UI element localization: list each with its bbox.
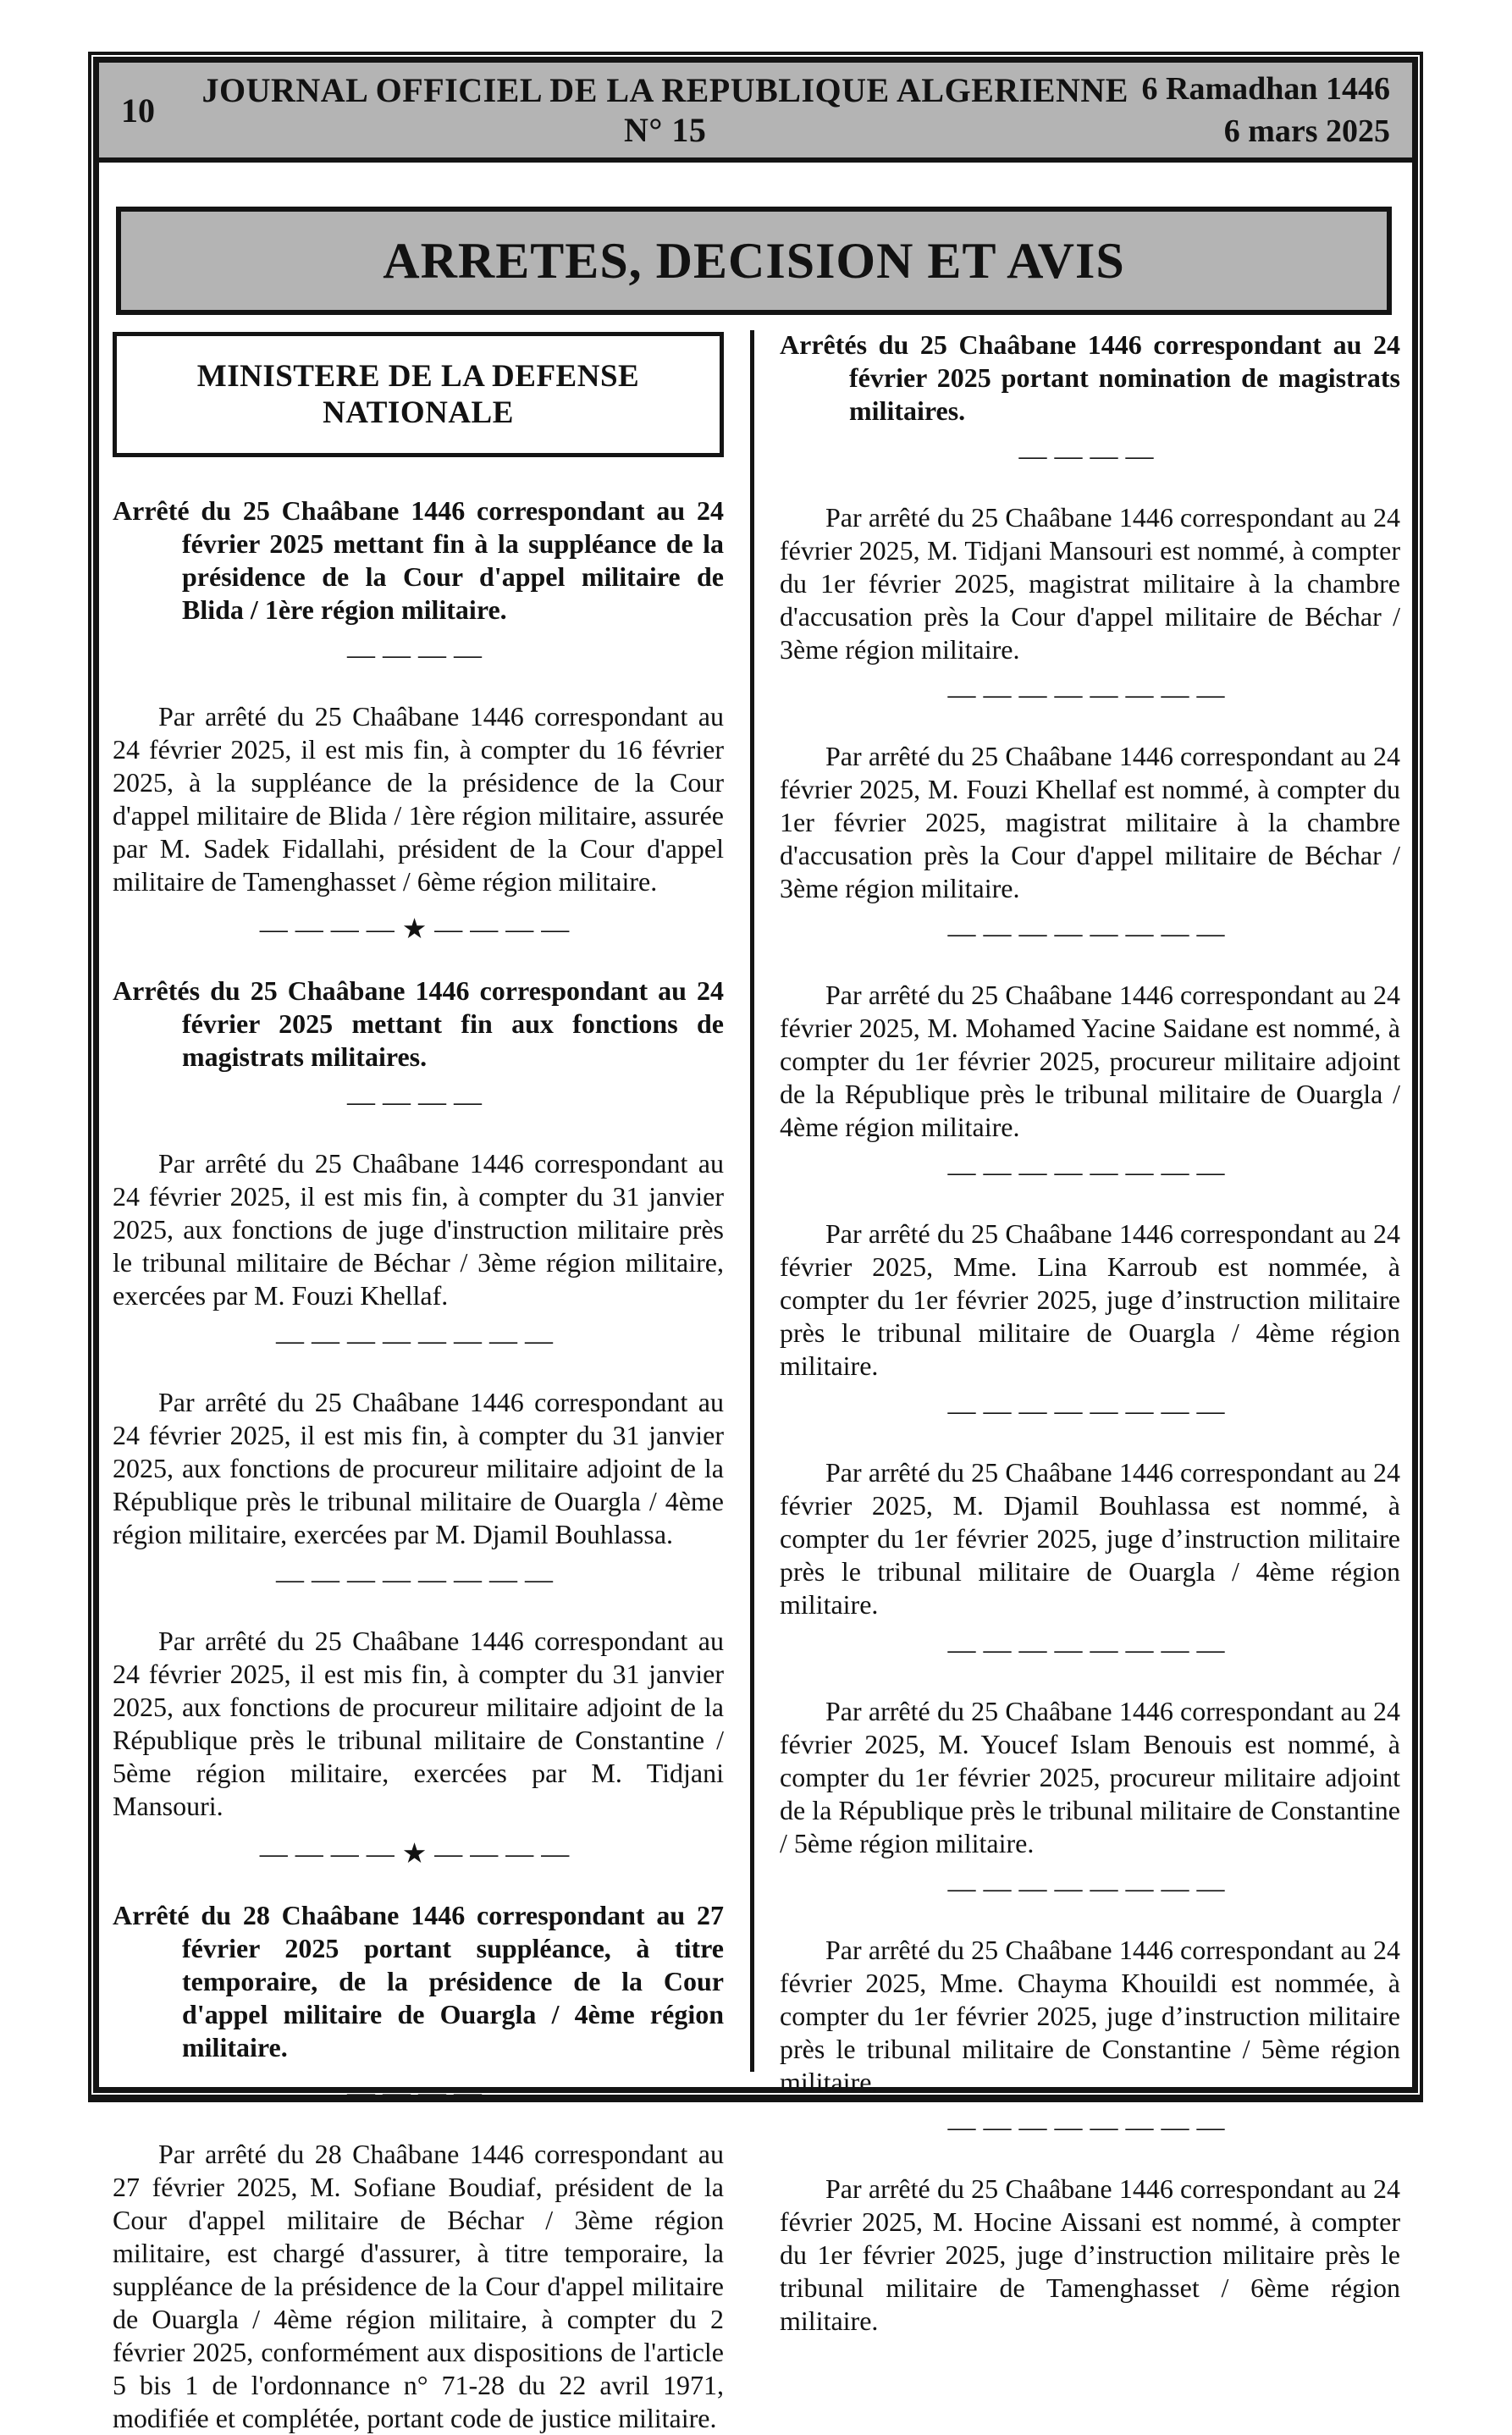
- date-gregorian: 6 mars 2025: [1223, 113, 1390, 149]
- article-paragraph: Par arrêté du 25 Chaâbane 1446 correspondant au 24 février 2025, M. Hocine Aissani est nommé, à compter du 1er février 2025, juge d’instruction militaire près le tribunal militaire de Tamenghasset / 6ème région militaire.: [780, 2173, 1400, 2336]
- article-paragraph: Par arrêté du 25 Chaâbane 1446 correspondant au 24 février 2025, Mme. Lina Karroub est nommée, à compter du 1er février 2025, juge d’instruction militaire près le tribunal militaire de Ouargla / 4ème région militaire.: [780, 1218, 1400, 1381]
- right-column-articles: [780, 329, 1400, 2338]
- separator-short: ————: [347, 640, 489, 671]
- page-number: 10: [121, 91, 155, 130]
- separator-star: ————★————: [259, 1839, 577, 1869]
- content-columns: [99, 329, 1412, 2433]
- article-paragraph: Par arrêté du 25 Chaâbane 1446 correspondant au 24 février 2025, M. Tidjani Mansouri est nommé, à compter du 1er février 2025, magistrat militaire à la chambre d'accusation près la Cour d'appel militaire de Béchar / 3ème région militaire.: [780, 502, 1400, 665]
- left-column: [113, 329, 724, 2433]
- article-paragraph: Par arrêté du 25 Chaâbane 1446 correspondant au 24 février 2025, il est mis fin, à compter du 31 janvier 2025, aux fonctions de procureur militaire adjoint de la République près le tribunal militaire de Ouargla / 4ème région militaire, exercées par M. Djamil Bouhlassa.: [113, 1387, 724, 1549]
- date-hijri: 6 Ramadhan 1446: [1141, 71, 1390, 107]
- article-paragraph: Par arrêté du 25 Chaâbane 1446 correspondant au 24 février 2025, M. Mohamed Yacine Saidane est nommé, à compter du 1er février 2025, procureur militaire adjoint de la République près le tribunal militaire de Ouargla / 4ème région militaire.: [780, 980, 1400, 1142]
- right-column: [780, 329, 1400, 2336]
- article-paragraph: Par arrêté du 25 Chaâbane 1446 correspondant au 24 février 2025, M. Djamil Bouhlassa est nommé, à compter du 1er février 2025, juge d’instruction militaire près le tribunal militaire de Ouargla / 4ème région militaire.: [780, 1457, 1400, 1620]
- page-header-band: [99, 63, 1412, 163]
- separator-long: ————————: [947, 1396, 1233, 1427]
- separator-long: ————————: [947, 2112, 1233, 2143]
- article-title: Arrêtés du 25 Chaâbane 1446 correspondant au 24 février 2025 mettant fin aux fonctions de magistrats militaires.: [113, 975, 724, 1072]
- section-banner: ARRETES, DECISION ET AVIS: [116, 207, 1392, 315]
- left-column-articles: [113, 494, 724, 2435]
- article-paragraph: Par arrêté du 25 Chaâbane 1446 correspondant au 24 février 2025, il est mis fin, à compter du 16 février 2025, à la suppléance de la présidence de la Cour d'appel militaire de Blida / 1ère région militaire, assurée par M. Sadek Fidallahi, président de la Cour d'appel militaire de Tamenghasset / 6ème région militaire.: [113, 701, 724, 897]
- separator-long: ————————: [276, 1326, 560, 1356]
- article-title: Arrêté du 28 Chaâbane 1446 correspondant au 27 février 2025 portant suppléance, à titre temporaire, de la présidence de la Cour d'appel militaire de Ouargla / 4ème région militaire.: [113, 1900, 724, 2062]
- article-paragraph: Par arrêté du 25 Chaâbane 1446 correspondant au 24 février 2025, Mme. Chayma Khouildi est nommée, à compter du 1er février 2025, juge d’instruction militaire près le tribunal militaire de Constantine / 5ème région militaire.: [780, 1935, 1400, 2097]
- separator-long: ————————: [947, 919, 1233, 949]
- separator-short: ————: [347, 2078, 489, 2108]
- separator-long: ————————: [276, 1565, 560, 1595]
- separator-long: ————————: [947, 1157, 1233, 1188]
- article-paragraph: Par arrêté du 25 Chaâbane 1446 correspondant au 24 février 2025, M. Fouzi Khellaf est nommé, à compter du 1er février 2025, magistrat militaire à la chambre d'accusation près la Cour d'appel militaire de Béchar / 3ème région militaire.: [780, 741, 1400, 903]
- journal-title: JOURNAL OFFICIEL DE LA REPUBLIQUE ALGERIENNE N° 15: [201, 71, 1128, 149]
- separator-long: ————————: [947, 1635, 1233, 1665]
- article-paragraph: Par arrêté du 28 Chaâbane 1446 correspondant au 27 février 2025, M. Sofiane Boudiaf, président de la Cour d'appel militaire de Béchar / 3ème région militaire, est chargé d'assurer, à titre temporaire, la suppléance de la présidence de la Cour d'appel militaire de Ouargla / 4ème région militaire, à compter du 2 février 2025, conformément aux dispositions de l'article 5 bis 1 de l'ordonnance n° 71-28 du 22 avril 1971, modifiée et complétée, portant code de justice militaire.: [113, 2139, 724, 2433]
- column-divider-rule: [750, 330, 754, 2072]
- article-paragraph: Par arrêté du 25 Chaâbane 1446 correspondant au 24 février 2025, M. Youcef Islam Benouis est nommé, à compter du 1er février 2025, procureur militaire adjoint de la République près le tribunal militaire de Constantine / 5ème région militaire.: [780, 1696, 1400, 1858]
- separator-short: ————: [1018, 441, 1162, 472]
- header-dates: [1142, 68, 1391, 152]
- article-title: Arrêtés du 25 Chaâbane 1446 correspondant au 24 février 2025 portant nomination de magistrats militaires.: [780, 329, 1400, 426]
- article-paragraph: Par arrêté du 25 Chaâbane 1446 correspondant au 24 février 2025, il est mis fin, à compter du 31 janvier 2025, aux fonctions de procureur militaire adjoint de la République près le tribunal militaire de Constantine / 5ème région militaire, exercées par M. Tidjani Mansouri.: [113, 1626, 724, 1821]
- separator-short: ————: [347, 1087, 489, 1118]
- separator-long: ————————: [947, 1874, 1233, 1904]
- ministry-heading: MINISTERE DE LA DEFENSE NATIONALE: [113, 332, 724, 457]
- page-inner-border: [93, 57, 1418, 2433]
- article-title: Arrêté du 25 Chaâbane 1446 correspondant au 24 février 2025 mettant fin à la suppléance de la présidence de la Cour d'appel militaire de Blida / 1ère région militaire.: [113, 495, 724, 625]
- page-outer-border: [88, 52, 1423, 2433]
- separator-long: ————————: [947, 680, 1233, 710]
- article-paragraph: Par arrêté du 25 Chaâbane 1446 correspondant au 24 février 2025, il est mis fin, à compter du 31 janvier 2025, aux fonctions de juge d'instruction militaire près le tribunal militaire de Béchar / 3ème région militaire, exercées par M. Fouzi Khellaf.: [113, 1148, 724, 1311]
- separator-star: ————★————: [259, 914, 577, 945]
